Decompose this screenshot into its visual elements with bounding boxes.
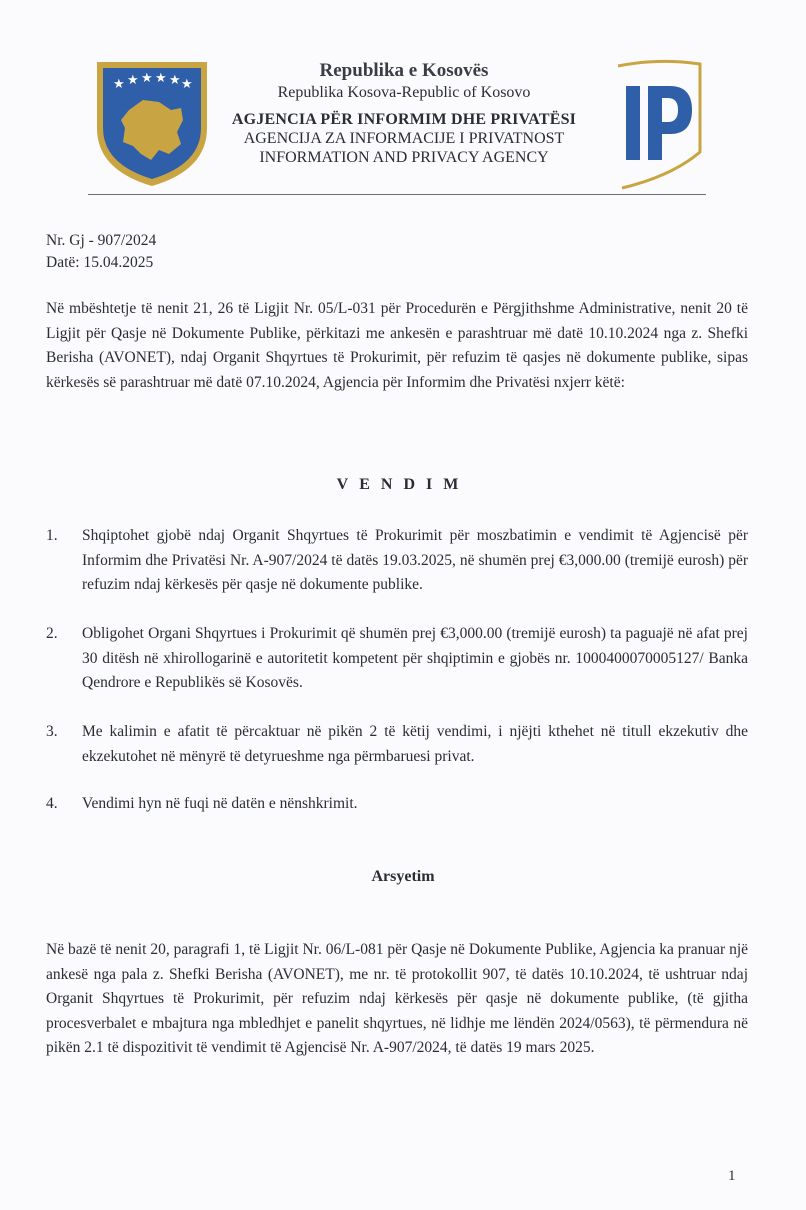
- reasoning-paragraph: Në bazë të nenit 20, paragrafi 1, të Ligjit Nr. 06/L-081 për Qasje në Dokumente Publike, Agjencia ka pranuar një ankesë nga pala z. Shefki Berisha (AVONET), me nr. të protokollit 907, të datës 10.10.2024, të ushtruar ndaj Organit Shqyrtues të Prokurimit, për refuzim ndaj kërkesës për qasje në dokumente publike, (të gjitha procesverbalet e mbajtura nga mbledhjet e panelit shqyrtues, në lidhje me lëndën 2024/0563), të përmendura në pikën 2.1 të dispozitivit të vendimit të Agjencisë Nr. A-907/2024, të datës 19 mars 2025.: [46, 941, 748, 1056]
- letterhead-text: [210, 60, 598, 167]
- svg-text:★: ★: [181, 77, 193, 92]
- list-item-text: Me kalimin e afatit të përcaktuar në pikën 2 të këtij vendimi, i njëjti kthehet në titull ekzekutiv dhe ekzekutohet në mënyrë të detyrueshme nga përmbaruesi privat.: [82, 723, 748, 765]
- header-divider: [88, 194, 706, 195]
- document-date: Datë: 15.04.2025: [46, 254, 154, 271]
- letterhead: [0, 0, 806, 200]
- list-item-number: 4.: [46, 795, 58, 812]
- ip-agency-logo-icon: [612, 56, 704, 192]
- list-item-number: 3.: [46, 723, 58, 740]
- page-number: 1: [728, 1168, 736, 1184]
- agency-name-english: INFORMATION AND PRIVACY AGENCY: [259, 149, 549, 166]
- agency-name-albanian: AGJENCIA PËR INFORMIM DHE PRIVATËSI: [231, 111, 577, 128]
- agency-name-serbian: AGENCIJA ZA INFORMACIJE I PRIVATNOST: [243, 130, 565, 147]
- decision-title: VENDIM: [336, 476, 470, 493]
- svg-text:★: ★: [169, 73, 181, 88]
- list-item-text: Shqiptohet gjobë ndaj Organit Shqyrtues të Prokurimit për moszbatimin e vendimit të Agjencisë për Informim dhe Privatësi Nr. A-907/2024 të datës 19.03.2025, në shumën prej €3,000.00 (tremijë eurosh) për refuzim ndaj kërkesës për qasje në dokumente publike.: [82, 527, 748, 593]
- list-item-text: Vendimi hyn në fuqi në datën e nënshkrimit.: [82, 795, 358, 812]
- reasoning-title: Arsyetim: [371, 868, 435, 885]
- document-reference: [46, 230, 156, 274]
- list-item-text: Obligohet Organi Shqyrtues i Prokurimit që shumën prej €3,000.00 (tremijë eurosh) ta paguajë në afat prej 30 ditësh në xhirollogarinë e autoritetit kompetent për shqiptimin e gjobës nr. 1000400070005127/ Banka Qendrore e Republikës së Kosovës.: [82, 625, 748, 691]
- svg-text:★: ★: [113, 77, 125, 92]
- list-item-number: 1.: [46, 527, 58, 544]
- republic-name-translations: Republika Kosova-Republic of Kosovo: [277, 84, 531, 101]
- svg-text:★: ★: [141, 71, 153, 86]
- list-item-number: 2.: [46, 625, 58, 642]
- republic-name: Republika e Kosovës: [319, 60, 489, 81]
- kosovo-coat-of-arms-icon: [93, 58, 211, 190]
- svg-text:★: ★: [155, 71, 167, 86]
- case-number: Nr. Gj - 907/2024: [46, 232, 157, 249]
- svg-text:★: ★: [127, 73, 139, 88]
- intro-paragraph: Në mbështetje të nenit 21, 26 të Ligjit Nr. 05/L-031 për Procedurën e Përgjithshme Administrative, nenit 20 të Ligjit për Qasje në Dokumente Publike, përkitazi me ankesën e parashtruar më datë 10.10.2024 nga z. Shefki Berisha (AVONET), ndaj Organit Shqyrtues të Prokurimit, për refuzim të qasjes në dokumente publike, sipas kërkesës së parashtruar më datë 07.10.2024, Agjencia për Informim dhe Privatësi nxjerr këtë:: [46, 300, 748, 391]
